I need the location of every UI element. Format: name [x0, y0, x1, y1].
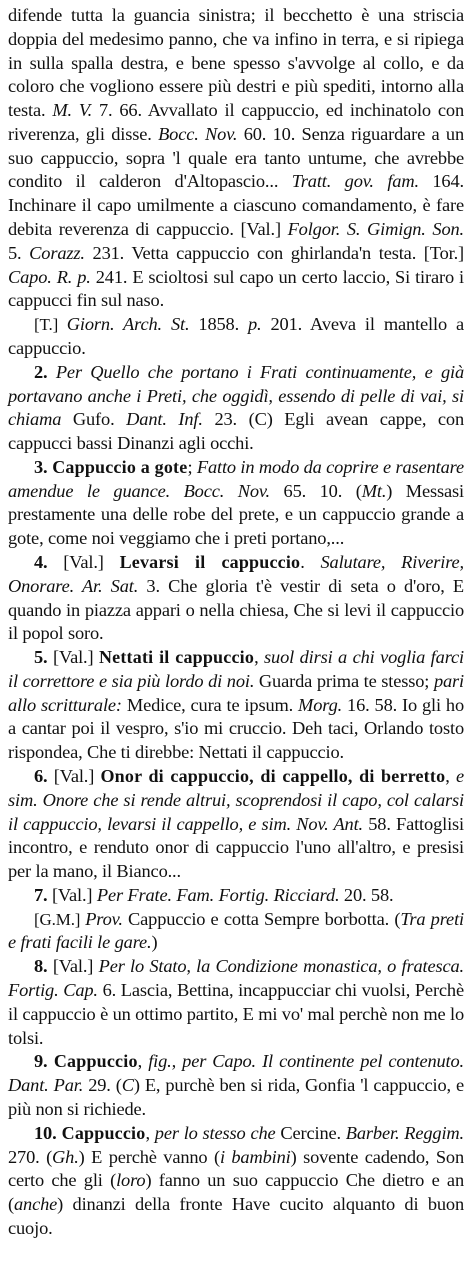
sense-9: [8, 1050, 464, 1121]
body-text: 58. Fattoglisi incontro, e renduto onor di cappuccio l'uno all'altro, e presisi per la mano, il Bianco...: [8, 813, 464, 882]
body-text: 231. Vetta cappuccio con ghirlanda'n testa. [Tor.]: [84, 242, 464, 263]
italic-text: fig., per Capo. Il continente pel contenuto. Dant. Par.: [8, 1051, 465, 1096]
sense-5: [8, 646, 464, 765]
source-tag: [G.M.]: [34, 909, 86, 929]
italic-text: suol dirsi a chi voglia farci il correttore e sia più lordo di noi.: [8, 647, 464, 691]
italic-text: p.: [248, 314, 262, 335]
body-text: [Val.]: [47, 551, 120, 572]
dictionary-page: [8, 4, 464, 1241]
body-text: 164. Inchinare il capo umilmente a ciascuno comandamento, è fare debita reverenza di cappuccio. [Val.]: [8, 171, 464, 240]
italic-text: M. V.: [52, 100, 93, 121]
body-text: ): [151, 932, 158, 953]
italic-text: Mt.: [361, 480, 387, 501]
body-text: 7. 66. Avvallato il cappuccio, ed inchinatolo con riverenza, gli disse.: [8, 100, 464, 144]
source-tag: [T.]: [34, 315, 67, 335]
italic-text: Fatto in modo da coprire e rasentare amendue le guance. Bocc. Nov.: [8, 456, 464, 501]
body-text: ,: [137, 1051, 149, 1072]
italic-text: Corazz.: [29, 242, 85, 263]
sense-number: 5.: [34, 647, 48, 668]
body-text: 65. 10. (: [270, 480, 362, 501]
sense-2: [8, 361, 464, 456]
body-text: 270. (: [8, 1146, 53, 1167]
italic-text: Tra preti e frati facili le gare.: [8, 908, 464, 953]
paragraph-continuation: [8, 4, 464, 313]
body-text: 5.: [8, 242, 30, 263]
italic-text: Bocc. Nov.: [158, 123, 238, 144]
italic-text: Morg.: [298, 694, 343, 715]
body-text: ) sovente cadendo, Son certo che gli (: [8, 1146, 465, 1191]
body-text: 3. Che gloria t'è vestir di seta o d'oro, E quando in piazza appari o nella chiesa, Che si levi il cappuccio il popol soro.: [8, 575, 464, 644]
sense-number: 9.: [34, 1051, 48, 1072]
italic-text: Per Frate. Fam. Fortig. Ricciard.: [96, 884, 340, 905]
body-text: Gufo.: [61, 409, 127, 430]
body-text: [Val.]: [47, 884, 97, 905]
body-text: 1858.: [189, 314, 249, 335]
sense-number: 4.: [34, 551, 48, 572]
italic-text: Salutare, Riverire, Onorare. Ar. Sat.: [8, 551, 464, 596]
headword-phrase: Levarsi il cappuccio: [119, 551, 301, 572]
body-text: 241. E scioltosi sul capo un certo laccio, Si tiraro i cappucci fin sul naso.: [8, 266, 464, 311]
italic-text: Gh.: [52, 1146, 79, 1167]
paragraph-giorn: [8, 313, 464, 361]
body-text: ,: [445, 766, 456, 786]
body-text: Guarda prima te stesso;: [254, 670, 434, 691]
sense-10: [8, 1122, 464, 1241]
body-text: [Val.]: [47, 766, 101, 786]
italic-text: Folgor. S. Gimign. Son.: [287, 219, 464, 240]
sense-number: 6.: [34, 766, 48, 786]
body-text: ) fanno un suo cappuccio Che dietro e an (: [8, 1170, 464, 1215]
body-text: ) dinanzi della fronte Have cucito alquanto di buon cuojo.: [8, 1194, 464, 1238]
body-text: ) E, purchè ben si rida, Gonfia 'l cappuccio, e più non si richiede.: [8, 1075, 464, 1119]
body-text: 6. Lascia, Bettina, incappucciar chi vuolsi, Perchè il cappuccio è un ottimo partito, E mi vo' mal perchè non me lo tolsi.: [8, 980, 464, 1048]
sense-6: [8, 765, 464, 884]
sense-number: 8.: [34, 956, 48, 977]
headword-phrase: Nettati il cappuccio: [98, 647, 255, 668]
body-text: ,: [145, 1122, 155, 1143]
sense-3: [8, 456, 464, 551]
italic-text: Capo. R. p.: [8, 266, 91, 287]
italic-text: C: [121, 1075, 134, 1096]
italic-text: Per Quello che portano i Frati continuamente, e già portavano anche i Preti, che oggidì, essendo di pelle di vai, si chiama: [8, 361, 464, 430]
italic-text: Prov.: [85, 908, 123, 929]
body-text: 60. 10. Senza riguardare a un suo cappuccio, sopra 'l quale era tanto untume, che avrebbe condito il calderon d'Altopascio...: [8, 123, 464, 192]
paragraph-prov: [8, 908, 464, 956]
italic-text: anche: [13, 1194, 58, 1215]
italic-text: Per lo Stato, la Condizione monastica, o fratesca. Fortig. Cap.: [8, 956, 464, 1001]
body-text: [Val.]: [47, 647, 99, 668]
italic-text: pari allo scritturale:: [8, 670, 464, 715]
italic-text: i bambini: [219, 1146, 291, 1167]
body-text: 29. (: [83, 1075, 122, 1096]
headword-phrase: Cappuccio: [47, 1051, 138, 1072]
italic-text: e sim. Onore che si rende altrui, scoprendosi il capo, col calarsi il cappuccio, levarsi il cappello, e sim. Nov. Ant.: [8, 766, 464, 834]
body-text: 201. Aveva il mantello a cappuccio.: [8, 314, 464, 358]
body-text: .: [300, 551, 321, 572]
headword-phrase: Cappuccio: [56, 1122, 146, 1143]
sense-8: [8, 955, 464, 1050]
body-text: ) E perchè vanno (: [78, 1146, 220, 1167]
body-text: 20. 58.: [339, 884, 394, 905]
italic-text: Tratt. gov. fam.: [291, 171, 419, 192]
sense-number: 2.: [34, 361, 48, 382]
body-text: Cappuccio e cotta Sempre borbotta. (: [122, 908, 401, 929]
sense-7: [8, 884, 464, 908]
body-text: 23. (C) Egli avean cappe, con cappucci bassi Dinanzi agli occhi.: [8, 409, 464, 454]
headword-phrase: Onor di cappuccio, di cappello, di berretto: [100, 766, 446, 786]
body-text: difende tutta la guancia sinistra; il becchetto è una striscia doppia del medesimo panno, che va infino in terra, e si ripiega in sulla spalla destra, e bene spesso s'avvolge al collo, e da coloro che vogliono essere più destri e più spediti, intorno alla testa.: [8, 5, 464, 121]
headword-phrase: Cappuccio a gote: [47, 456, 188, 477]
body-text: ,: [254, 647, 265, 668]
body-text: ) Messasi prestamente una delle robe del prete, e un cappuccio grande a gote, come noi veggiamo che i preti portano,...: [8, 480, 464, 549]
italic-text: Dant. Inf.: [126, 409, 203, 430]
body-text: ;: [187, 456, 197, 477]
italic-text: loro: [116, 1170, 146, 1191]
body-text: [Val.]: [47, 956, 99, 977]
sense-number: 3.: [34, 456, 48, 477]
sense-number: 10.: [34, 1122, 57, 1143]
italic-text: Giorn. Arch. St.: [66, 314, 190, 335]
italic-text: per lo stesso che: [154, 1122, 276, 1143]
italic-text: Barber. Reggim.: [345, 1122, 464, 1143]
body-text: Cercine.: [275, 1122, 346, 1143]
sense-4: [8, 551, 464, 646]
sense-number: 7.: [34, 884, 48, 905]
body-text: 16. 58. Io gli ho a cantar poi il vespro, s'io mi cruccio. Deh taci, Orlando tosto rispondea, Che ti direbbe: Nettati il cappuccio.: [8, 694, 464, 763]
body-text: Medice, cura te ipsum.: [121, 694, 299, 715]
